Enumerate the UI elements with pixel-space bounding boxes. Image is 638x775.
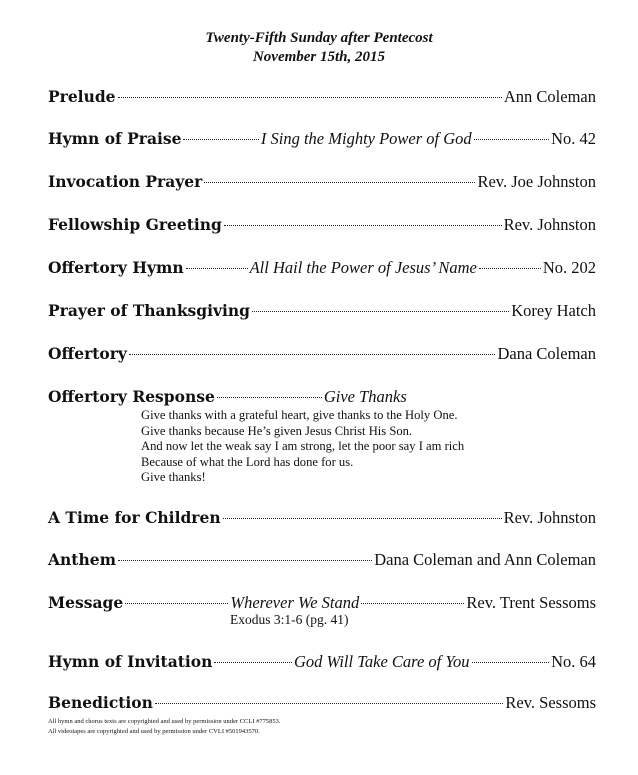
copyright-footnotes bbox=[48, 717, 281, 737]
dot-leader bbox=[183, 139, 258, 140]
copyright-line: All videotapes are copyrighted and used by permission under CVLI #501943570. bbox=[48, 728, 260, 735]
program-row-invocation-prayer bbox=[48, 172, 596, 192]
program-row-offertory-hymn bbox=[48, 258, 596, 278]
dot-leader bbox=[129, 354, 496, 355]
program-item-name: Anthem bbox=[48, 550, 116, 569]
dot-leader bbox=[224, 225, 502, 226]
hymn-title: God Will Take Care of You bbox=[293, 652, 470, 671]
program-item-name: Offertory Response bbox=[48, 387, 215, 406]
scripture-reference: Exodus 3:1-6 (pg. 41) bbox=[230, 612, 349, 627]
program-item-name: Hymn of Invitation bbox=[48, 652, 213, 671]
program-item-leader: Rev. Joe Johnston bbox=[477, 172, 596, 191]
lyric-line: Because of what the Lord has done for us. bbox=[141, 454, 354, 469]
program-row-time-for-children bbox=[48, 508, 596, 528]
program-item-name: Benediction bbox=[48, 693, 153, 712]
program-row-offertory bbox=[48, 344, 596, 364]
program-item-name: Offertory bbox=[48, 344, 127, 363]
program-row-prayer-of-thanksgiving bbox=[48, 301, 596, 321]
program-item-name: Prayer of Thanksgiving bbox=[48, 301, 251, 320]
program-item-name: A Time for Children bbox=[48, 508, 221, 527]
program-row-hymn-of-praise bbox=[48, 129, 596, 149]
lyric-line: Give thanks! bbox=[141, 470, 206, 485]
dot-leader bbox=[474, 139, 549, 140]
offertory-response-lyrics bbox=[141, 408, 464, 486]
program-item-name: Message bbox=[48, 593, 124, 612]
dot-leader bbox=[214, 662, 292, 663]
program-item-name: Prelude bbox=[48, 87, 116, 106]
dot-leader bbox=[186, 268, 248, 269]
hymn-number: No. 42 bbox=[551, 129, 597, 148]
hymn-number: No. 202 bbox=[542, 258, 596, 277]
program-row-offertory-response bbox=[48, 387, 407, 407]
lyric-line: And now let the weak say I am strong, let the poor say I am rich bbox=[141, 439, 465, 454]
bulletin-title: Twenty-Fifth Sunday after Pentecost bbox=[205, 30, 433, 46]
program-item-leader: Dana Coleman bbox=[497, 344, 596, 363]
program-row-benediction bbox=[48, 693, 596, 713]
dot-leader bbox=[125, 603, 228, 604]
program-item-name: Fellowship Greeting bbox=[48, 215, 222, 234]
program-item-leader: Rev. Trent Sessoms bbox=[466, 593, 596, 612]
hymn-title: All Hail the Power of Jesus’ Name bbox=[249, 258, 477, 277]
program-row-hymn-of-invitation bbox=[48, 652, 596, 672]
dot-leader bbox=[252, 311, 509, 312]
program-item-leader: Ann Coleman bbox=[503, 87, 596, 106]
program-row-anthem bbox=[48, 550, 596, 570]
program-item-leader: Rev. Johnston bbox=[503, 215, 596, 234]
program-item-name: Hymn of Praise bbox=[48, 129, 182, 148]
dot-leader bbox=[217, 397, 322, 398]
program-item-name: Invocation Prayer bbox=[48, 172, 203, 191]
copyright-line: All hymn and chorus texts are copyrighted and used by permission under CCLI #775853. bbox=[48, 718, 281, 725]
dot-leader bbox=[223, 518, 502, 519]
lyric-line: Give thanks with a grateful heart, give thanks to the Holy One. bbox=[141, 408, 458, 422]
dot-leader bbox=[361, 603, 464, 604]
lyric-line: Give thanks because He’s given Jesus Christ His Son. bbox=[141, 423, 413, 438]
dot-leader bbox=[155, 703, 503, 704]
program-item-leader: Rev. Sessoms bbox=[505, 693, 596, 712]
dot-leader bbox=[472, 662, 550, 663]
program-item-leader: Dana Coleman and Ann Coleman bbox=[374, 550, 596, 569]
sermon-title: Wherever We Stand bbox=[230, 593, 360, 612]
program-row-message bbox=[48, 593, 596, 613]
program-row-prelude bbox=[48, 87, 596, 107]
dot-leader bbox=[118, 560, 372, 561]
hymn-number: No. 64 bbox=[551, 652, 596, 671]
program-item-leader: Rev. Johnston bbox=[503, 508, 596, 527]
dot-leader bbox=[204, 182, 475, 183]
program-row-fellowship-greeting bbox=[48, 215, 596, 235]
dot-leader bbox=[118, 97, 502, 98]
dot-leader bbox=[479, 268, 541, 269]
hymn-title: I Sing the Mighty Power of God bbox=[260, 129, 472, 148]
song-title: Give Thanks bbox=[323, 387, 407, 406]
bulletin-date: November 15th, 2015 bbox=[252, 49, 386, 65]
program-item-leader: Korey Hatch bbox=[511, 301, 596, 320]
program-item-name: Offertory Hymn bbox=[48, 258, 184, 277]
